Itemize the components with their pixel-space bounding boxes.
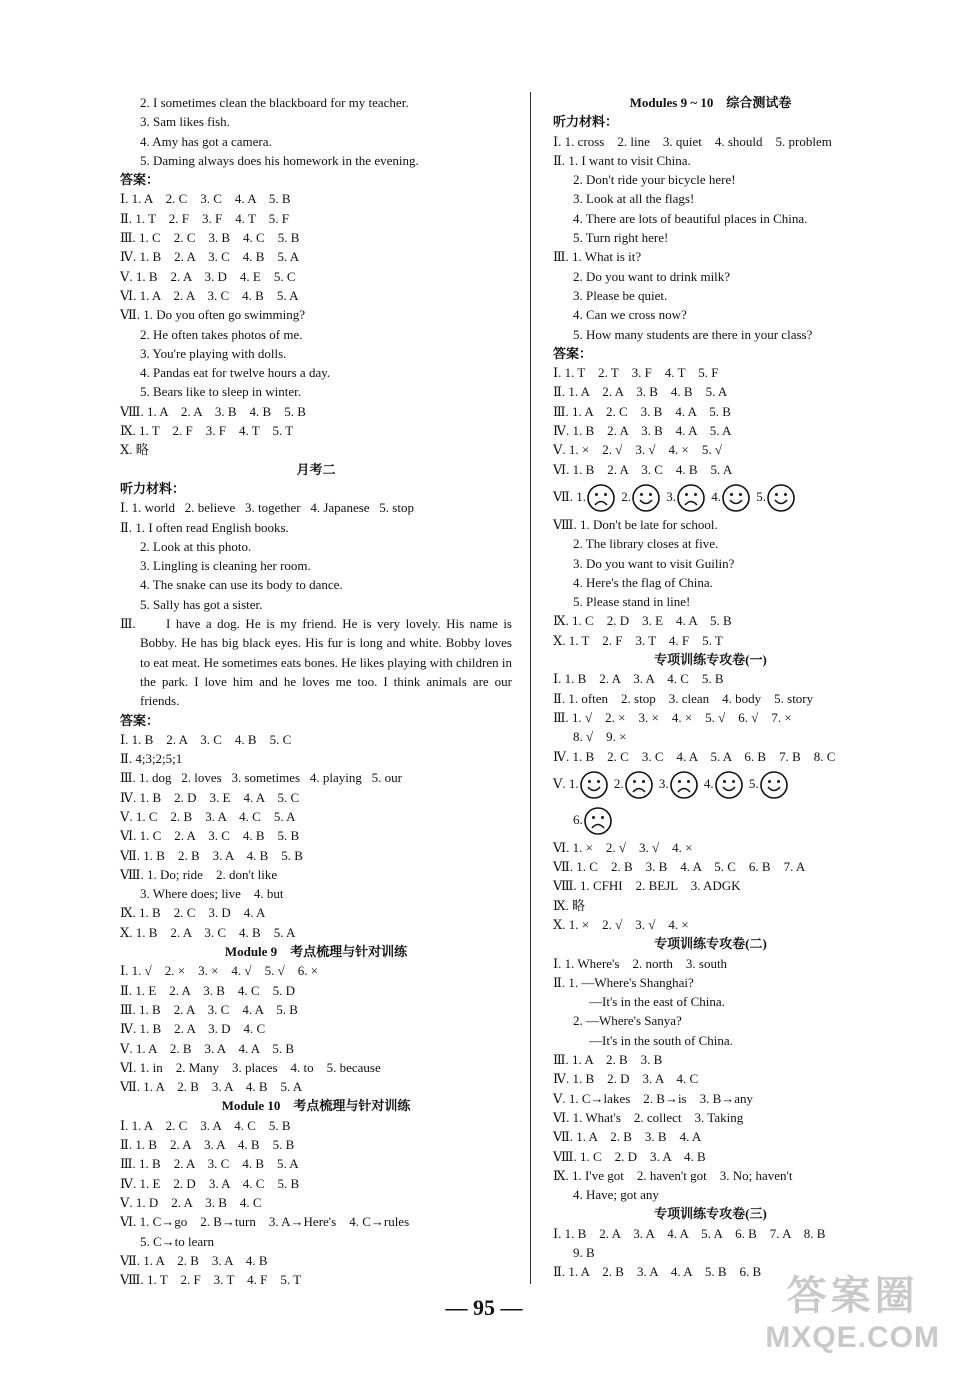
- answer-line: Ⅱ. 1. E 2. A 3. B 4. C 5. D: [120, 982, 295, 998]
- smiley-face-icon: [714, 770, 744, 800]
- answer-line: 2. The library closes at five.: [573, 536, 719, 552]
- answer-line: Ⅵ. 1. in 2. Many 3. places 4. to 5. because: [120, 1059, 381, 1075]
- answer-line: 5. Turn right here!: [573, 230, 669, 246]
- answer-line: 4. There are lots of beautiful places in China.: [573, 210, 808, 226]
- section-label: 听力材料：: [553, 114, 619, 130]
- answer-line: Ⅵ. 1. B 2. A 3. C 4. B 5. A: [553, 461, 733, 477]
- answer-line: Ⅳ. 1. B 2. A 3. B 4. A 5. A: [553, 423, 732, 439]
- answer-line: Ⅴ. 1. C 2. B 3. A 4. C 5. A: [120, 808, 296, 824]
- answer-line: Ⅸ. 1. T 2. F 3. F 4. T 5. T: [120, 423, 294, 439]
- answer-line: 5. Please stand in line!: [573, 594, 691, 610]
- face-item-label: 4.: [703, 775, 714, 791]
- answer-line: Ⅷ. 1. A 2. A 3. B 4. B 5. B: [120, 403, 306, 419]
- answer-line: 2. Look at this photo.: [140, 538, 252, 554]
- smiley-face-icon: [579, 770, 609, 800]
- answer-line: Ⅳ. 1. B 2. C 3. C 4. A 5. A 6. B 7. B 8. C: [553, 748, 836, 764]
- sad-face-icon: [669, 770, 699, 800]
- face-item-label: 5.: [756, 488, 767, 504]
- answer-line: Ⅸ. 1. B 2. C 3. D 4. A: [120, 905, 266, 921]
- answer-line: Ⅰ. 1. world 2. believe 3. together 4. Japanese 5. stop: [120, 500, 414, 516]
- answer-line: 2. I sometimes clean the blackboard for my teacher.: [140, 95, 409, 110]
- answer-line: Ⅷ. 1. CFHI 2. BEJL 3. ADGK: [553, 878, 741, 894]
- answer-line: Ⅸ. 1. I've got 2. haven't got 3. No; haven't: [553, 1167, 793, 1183]
- answer-line: Ⅹ. 1. × 2. √ 3. √ 4. ×: [553, 916, 689, 932]
- answer-line: Ⅲ. 1. B 2. A 3. C 4. A 5. B: [120, 1001, 298, 1017]
- answer-line: Ⅶ. 1. A 2. B 3. A 4. B: [120, 1252, 268, 1268]
- answer-line: 5. Sally has got a sister.: [140, 596, 263, 612]
- answer-line: 8. √ 9. ×: [573, 729, 627, 745]
- answer-line: Ⅰ. 1. A 2. C 3. A 4. C 5. B: [120, 1117, 291, 1133]
- left-column: [120, 93, 512, 1289]
- page-number: — 95 —: [445, 1295, 523, 1320]
- answer-line: 2. —Where's Sanya?: [573, 1013, 682, 1029]
- answer-line: Ⅱ. 1. often 2. stop 3. clean 4. body 5. story: [553, 690, 814, 706]
- answer-line: Ⅵ. 1. × 2. √ 3. √ 4. ×: [553, 839, 693, 855]
- passage-label: Ⅲ.: [120, 616, 136, 632]
- answer-line: Ⅶ. 1. A 2. B 3. A 4. B 5. A: [120, 1079, 303, 1095]
- face-item-label: 3.: [658, 775, 669, 791]
- answer-line: Ⅰ. 1. B 2. A 3. A 4. A 5. A 6. B 7. A 8. B: [553, 1225, 826, 1241]
- answer-line: 3. Look at all the flags!: [573, 191, 695, 207]
- section-heading: 专项训练专攻卷(一): [654, 652, 767, 668]
- answer-line: Ⅳ. 1. B 2. D 3. A 4. C: [553, 1071, 699, 1087]
- answer-line: Ⅴ. 1. C→lakes 2. B→is 3. B→any: [553, 1090, 754, 1106]
- sad-face-icon: [676, 483, 706, 513]
- answer-line: Ⅰ. 1. cross 2. line 3. quiet 4. should 5. problem: [553, 133, 832, 149]
- face-answer-row: [553, 802, 868, 838]
- answer-line: Ⅰ. 1. Where's 2. north 3. south: [553, 955, 728, 971]
- answer-line: Ⅷ. 1. C 2. D 3. A 4. B: [553, 1148, 706, 1164]
- answer-line: Ⅱ. 1. —Where's Shanghai?: [553, 974, 694, 990]
- answer-line: Ⅱ. 1. I often read English books.: [120, 519, 289, 535]
- answer-line: 9. B: [573, 1245, 595, 1261]
- answer-line: Ⅵ. 1. A 2. A 3. C 4. B 5. A: [120, 287, 299, 303]
- answer-line: Ⅰ. 1. A 2. C 3. C 4. A 5. B: [120, 191, 291, 207]
- answer-line: 3. Lingling is cleaning her room.: [140, 558, 311, 574]
- answer-line: Ⅲ. 1. C 2. C 3. B 4. C 5. B: [120, 230, 300, 246]
- answer-line: Ⅲ. 1. B 2. A 3. C 4. B 5. A: [120, 1156, 299, 1172]
- answer-line: Ⅴ. 1. D 2. A 3. B 4. C: [120, 1194, 262, 1210]
- section-heading: Module 10 考点梳理与针对训练: [221, 1098, 411, 1114]
- answer-line: Ⅷ. 1. T 2. F 3. T 4. F 5. T: [120, 1272, 302, 1288]
- watermark-logo-text: 答案圈: [786, 1274, 919, 1318]
- section-heading: 专项训练专攻卷(二): [654, 936, 767, 952]
- answer-line: Ⅸ. 1. C 2. D 3. E 4. A 5. B: [553, 613, 732, 629]
- face-item-label: 3.: [666, 488, 677, 504]
- answer-line: Ⅹ. 1. B 2. A 3. C 4. B 5. A: [120, 924, 296, 940]
- answer-line: —It's in the east of China.: [589, 994, 725, 1010]
- answer-line: Ⅱ. 1. I want to visit China.: [553, 152, 691, 168]
- answer-line: Ⅱ. 4;3;2;5;1: [120, 751, 183, 767]
- section-label: 听力材料：: [120, 480, 186, 496]
- answer-line: Ⅳ. 1. B 2. A 3. D 4. C: [120, 1021, 266, 1037]
- answer-line: Ⅲ. 1. What is it?: [553, 249, 642, 265]
- answer-line: Ⅲ. 1. A 2. C 3. B 4. A 5. B: [553, 403, 731, 419]
- sad-face-icon: [583, 806, 613, 836]
- answer-line: 3. You're playing with dolls.: [140, 345, 287, 361]
- answer-line: 5. How many students are there in your class?: [573, 326, 813, 342]
- smiley-face-icon: [766, 483, 796, 513]
- answer-line: Ⅵ. 1. C 2. A 3. C 4. B 5. B: [120, 828, 300, 844]
- answer-line: Ⅶ. 1. A 2. B 3. B 4. A: [553, 1129, 702, 1145]
- answer-line: 5. Bears like to sleep in winter.: [140, 384, 302, 400]
- answer-line: Ⅱ. 1. A 2. A 3. B 4. B 5. A: [553, 384, 728, 400]
- section-heading: Modules 9 ~ 10 综合测试卷: [629, 95, 792, 110]
- face-answer-row: [553, 479, 868, 515]
- smiley-face-icon: [721, 483, 751, 513]
- answer-line: Ⅴ. 1. × 2. √ 3. √ 4. × 5. √: [553, 442, 722, 458]
- face-item-label: 2.: [621, 488, 632, 504]
- face-item-label: 5.: [748, 775, 759, 791]
- smiley-face-icon: [631, 483, 661, 513]
- face-item-label: 4.: [711, 488, 722, 504]
- answer-line: Ⅳ. 1. B 2. D 3. E 4. A 5. C: [120, 789, 300, 805]
- answer-line: 3. Please be quiet.: [573, 287, 668, 303]
- face-answer-row: [553, 766, 868, 802]
- face-item-label: 2.: [613, 775, 624, 791]
- answer-line: Ⅴ. 1. B 2. A 3. D 4. E 5. C: [120, 268, 296, 284]
- answer-line: Ⅹ. 略: [120, 442, 149, 458]
- answer-line: Ⅱ. 1. T 2. F 3. F 4. T 5. F: [120, 210, 289, 226]
- column-divider: [530, 92, 531, 1284]
- answer-line: 4. Here's the flag of China.: [573, 574, 713, 590]
- face-item-label: 6.: [573, 811, 583, 827]
- answer-line: Ⅲ. 1. dog 2. loves 3. sometimes 4. playing 5. our: [120, 770, 402, 786]
- answer-line: Ⅰ. 1. B 2. A 3. A 4. C 5. B: [553, 671, 724, 687]
- section-heading: 月考二: [296, 461, 336, 477]
- answer-line: 4. The snake can use its body to dance.: [140, 577, 343, 593]
- answer-line: Ⅷ. 1. Do; ride 2. don't like: [120, 866, 278, 882]
- answer-line: 3. Do you want to visit Guilin?: [573, 555, 735, 571]
- passage-text: I have a dog. He is my friend. He is very lovely. His name is Bobby. He has big black eyes. His fur is long and white. Bobby loves to eat meat. He sometimes eats bones. He likes playing with children in the park. I love him and he loves me too. I think animals are our friends.: [140, 616, 512, 709]
- answer-line: Ⅶ. 1. Do you often go swimming?: [120, 307, 306, 323]
- answer-line: Ⅵ. 1. C→go 2. B→turn 3. A→Here's 4. C→rules: [120, 1214, 410, 1230]
- section-heading: Module 9 考点梳理与针对训练: [224, 944, 408, 960]
- answer-line: Ⅴ. 1. A 2. B 3. A 4. A 5. B: [120, 1040, 295, 1056]
- section-label: 答案：: [120, 712, 160, 728]
- answer-line: 4. Amy has got a camera.: [140, 133, 272, 149]
- face-item-label: Ⅴ. 1.: [553, 775, 579, 791]
- smiley-face-icon: [759, 770, 789, 800]
- section-heading: 专项训练专攻卷(三): [654, 1206, 767, 1222]
- answer-line: Ⅵ. 1. What's 2. collect 3. Taking: [553, 1109, 744, 1125]
- right-column: [553, 93, 868, 1282]
- answer-line: Ⅱ. 1. A 2. B 3. A 4. A 5. B 6. B: [553, 1264, 762, 1280]
- watermark-url: MXQE.COM: [765, 1321, 940, 1354]
- answer-line: 2. Do you want to drink milk?: [573, 268, 731, 284]
- answer-line: 5. Daming always does his homework in the evening.: [140, 152, 419, 168]
- section-label: 答案：: [553, 345, 593, 361]
- answer-line: 2. Don't ride your bicycle here!: [573, 172, 736, 188]
- answer-line: —It's in the south of China.: [589, 1032, 733, 1048]
- answer-line: Ⅱ. 1. B 2. A 3. A 4. B 5. B: [120, 1137, 295, 1153]
- sad-face-icon: [624, 770, 654, 800]
- section-label: 答案：: [120, 172, 160, 188]
- sad-face-icon: [586, 483, 616, 513]
- answer-line: Ⅶ. 1. C 2. B 3. B 4. A 5. C 6. B 7. A: [553, 859, 806, 875]
- answer-line: Ⅳ. 1. E 2. D 3. A 4. C 5. B: [120, 1175, 300, 1191]
- face-item-label: Ⅶ. 1.: [553, 488, 587, 504]
- answer-line: Ⅰ. 1. T 2. T 3. F 4. T 5. F: [553, 365, 719, 381]
- answer-line: Ⅶ. 1. B 2. B 3. A 4. B 5. B: [120, 847, 303, 863]
- answer-line: 4. Pandas eat for twelve hours a day.: [140, 365, 331, 381]
- answer-line: Ⅰ. 1. √ 2. × 3. × 4. √ 5. √ 6. ×: [120, 963, 319, 979]
- answer-line: Ⅸ. 略: [553, 897, 586, 913]
- answer-line: Ⅲ. 1. A 2. B 3. B: [553, 1052, 663, 1068]
- answer-line: Ⅰ. 1. B 2. A 3. C 4. B 5. C: [120, 731, 292, 747]
- watermark: [765, 1264, 940, 1355]
- answer-line: Ⅲ. 1. √ 2. × 3. × 4. × 5. √ 6. √ 7. ×: [553, 709, 792, 725]
- answer-line: 4. Can we cross now?: [573, 307, 687, 323]
- answer-line: 5. C→to learn: [140, 1233, 215, 1249]
- answer-line: 2. He often takes photos of me.: [140, 326, 303, 342]
- answer-line: 3. Sam likes fish.: [140, 114, 230, 130]
- listening-passage: [120, 614, 512, 710]
- answer-line: 3. Where does; live 4. but: [140, 886, 284, 902]
- answer-line: 4. Have; got any: [573, 1187, 659, 1203]
- answer-line: Ⅹ. 1. T 2. F 3. T 4. F 5. T: [553, 632, 723, 648]
- answer-line: Ⅷ. 1. Don't be late for school.: [553, 516, 718, 532]
- answer-line: Ⅳ. 1. B 2. A 3. C 4. B 5. A: [120, 249, 300, 265]
